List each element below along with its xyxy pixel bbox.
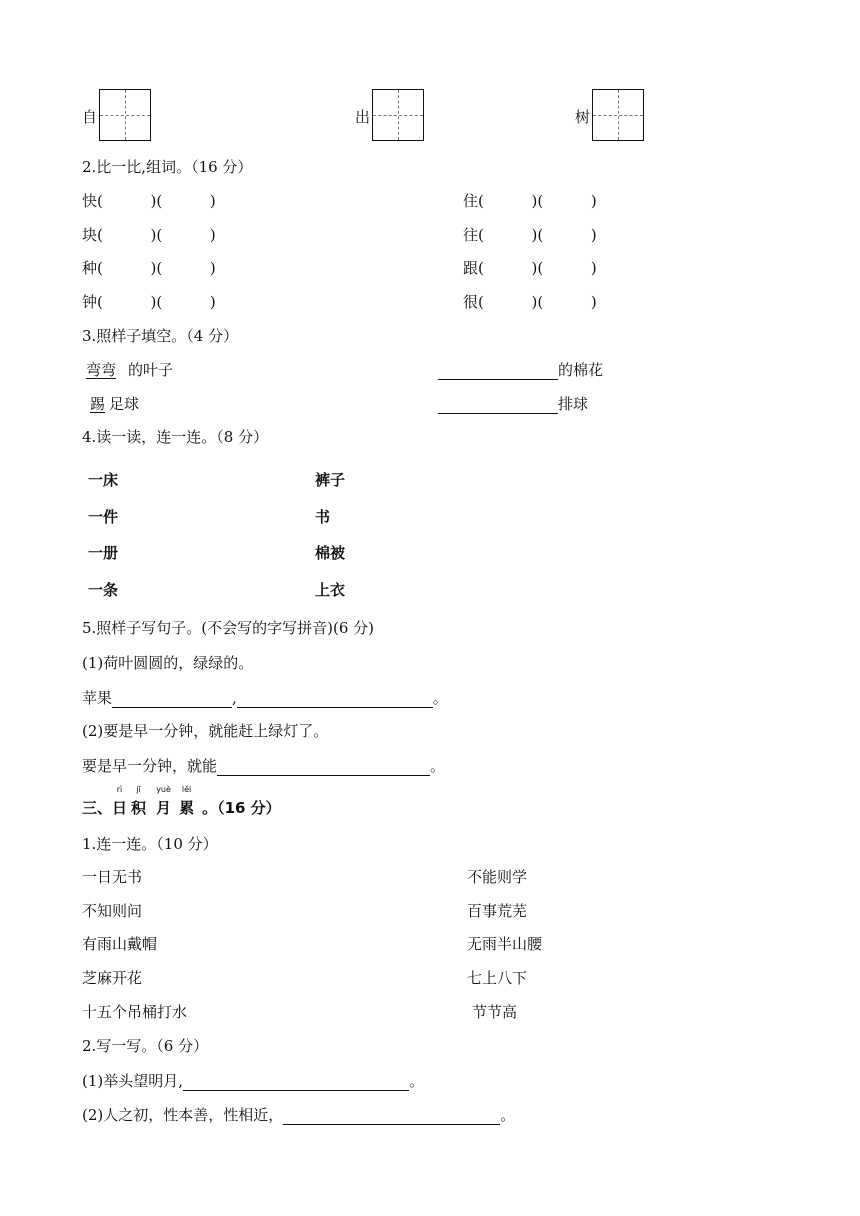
writing-grid-3[interactable] [592, 89, 644, 141]
s3q1-left-item-3[interactable]: 有雨山戴帽 [82, 935, 158, 953]
ruby-char-4: lěi 累 [179, 785, 195, 817]
q5-blank-1a[interactable] [112, 690, 232, 708]
q5-example-2: (2)要是早一分钟，就能赶上绿灯了。 [82, 722, 329, 740]
q3-row-1-right: 的棉花 [438, 360, 603, 380]
q4-right-item-4[interactable]: 上衣 [315, 581, 346, 599]
s3q2-blank-1[interactable] [183, 1073, 409, 1091]
s3q2-line-2: (2)人之初，性本善，性相近， 。 [82, 1106, 516, 1124]
ruby-char-2: jī 积 [131, 785, 147, 817]
s3q1-left-item-5[interactable]: 十五个吊桶打水 [82, 1003, 188, 1021]
s3q1-left-item-1[interactable]: 一日无书 [82, 868, 143, 886]
q2-title: 2.比一比,组词。（16 分） [82, 158, 253, 176]
q3-example-1-blank: 弯弯 [86, 361, 117, 379]
word-blank[interactable]: ( )( ) [97, 293, 216, 311]
ruby-char-1: rì 日 [112, 785, 128, 817]
q2-left-row-2: 块( )( ) [82, 226, 216, 244]
word-blank[interactable]: ( )( ) [478, 226, 597, 244]
word-blank[interactable]: ( )( ) [478, 293, 597, 311]
section-3-heading: 三、 rì 日 jī 积 yuè 月 lěi 累 。（16 分） [82, 785, 281, 817]
q2-right-row-1: 住( )( ) [463, 192, 597, 210]
s3q1-right-item-5[interactable]: 节节高 [472, 1003, 518, 1021]
q4-right-item-3[interactable]: 棉被 [315, 544, 346, 562]
s3q2-blank-2[interactable] [283, 1107, 500, 1125]
q4-right-item-1[interactable]: 裤子 [315, 471, 346, 489]
q2-left-row-1: 快( )( ) [82, 192, 216, 210]
q4-left-item-2[interactable]: 一件 [88, 508, 119, 526]
writing-grid-1[interactable] [99, 89, 151, 141]
s3q1-title: 1.连一连。（10 分） [82, 835, 218, 853]
s3q2-title: 2.写一写。（6 分） [82, 1037, 209, 1055]
q5-example-1: (1)荷叶圆圆的，绿绿的。 [82, 654, 254, 672]
grid-char-1: 自 [82, 108, 98, 126]
word-blank[interactable]: ( )( ) [97, 259, 216, 277]
q5-title: 5.照样子写句子。(不会写的字写拼音)(6 分) [82, 619, 375, 637]
s3q1-right-item-3[interactable]: 无雨半山腰 [467, 935, 543, 953]
grid-char-2: 出 [355, 108, 371, 126]
q3-row-2-right: 排球 [438, 394, 588, 414]
q2-right-row-2: 往( )( ) [463, 226, 597, 244]
s3q1-left-item-2[interactable]: 不知则问 [82, 902, 143, 920]
s3q1-left-item-4[interactable]: 芝麻开花 [82, 969, 143, 987]
q2-left-row-4: 钟( )( ) [82, 293, 216, 311]
q3-blank-1[interactable] [438, 362, 558, 380]
q5-answer-2: 要是早一分钟，就能 。 [82, 757, 446, 775]
q3-example-1: 弯弯 的叶子 [82, 360, 173, 380]
q3-example-2-blank: 踢 [90, 395, 106, 413]
writing-grid-2[interactable] [372, 89, 424, 141]
q4-right-item-2[interactable]: 书 [315, 508, 331, 526]
q3-title: 3.照样子填空。（4 分） [82, 327, 239, 345]
q2-right-row-4: 很( )( ) [463, 293, 597, 311]
q4-left-item-4[interactable]: 一条 [88, 581, 119, 599]
word-blank[interactable]: ( )( ) [478, 192, 597, 210]
ruby-char-3: yuè 月 [156, 785, 172, 817]
q4-left-item-1[interactable]: 一床 [88, 471, 119, 489]
grid-char-3: 树 [575, 108, 591, 126]
s3q2-line-1: (1)举头望明月, 。 [82, 1072, 425, 1090]
word-blank[interactable]: ( )( ) [97, 192, 216, 210]
q2-right-row-3: 跟( )( ) [463, 259, 597, 277]
q2-left-row-3: 种( )( ) [82, 259, 216, 277]
s3q1-right-item-1[interactable]: 不能则学 [467, 868, 528, 886]
q5-answer-1: 苹果 , 。 [82, 689, 448, 707]
q4-left-item-3[interactable]: 一册 [88, 544, 119, 562]
s3q1-right-item-4[interactable]: 七上八下 [467, 969, 528, 987]
q3-blank-2[interactable] [438, 396, 558, 414]
q4-title: 4.读一读，连一连。（8 分） [82, 428, 269, 446]
q5-blank-2[interactable] [217, 758, 430, 776]
q5-blank-1b[interactable] [237, 690, 433, 708]
word-blank[interactable]: ( )( ) [478, 259, 597, 277]
s3q1-right-item-2[interactable]: 百事荒芜 [467, 902, 528, 920]
word-blank[interactable]: ( )( ) [97, 226, 216, 244]
q3-example-2: 踢 足球 [82, 394, 139, 414]
